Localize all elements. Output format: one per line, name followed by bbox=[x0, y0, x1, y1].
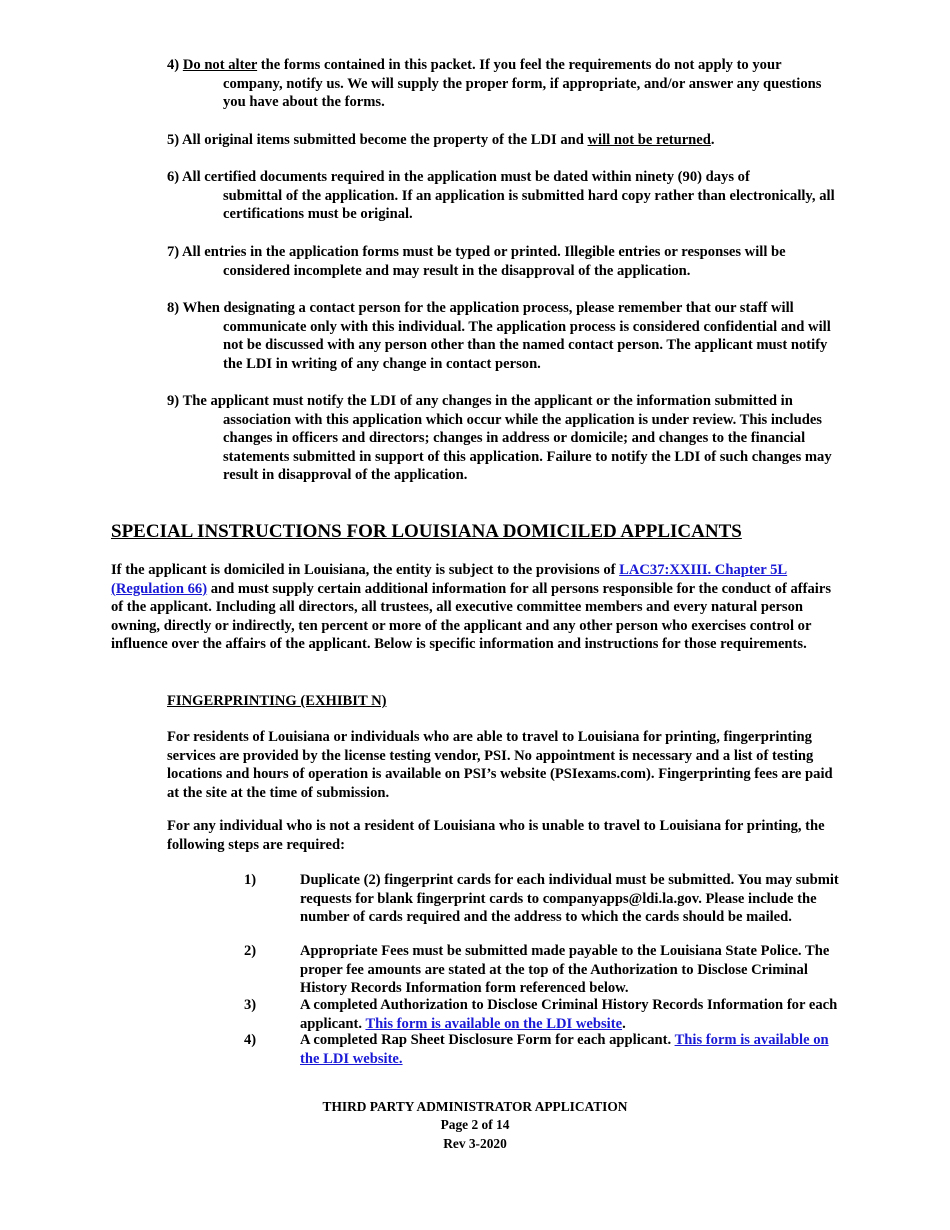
footer-revision: Rev 3-2020 bbox=[443, 1136, 507, 1151]
step-text: Duplicate (2) fingerprint cards for each individual must be submitted. You may submit requests for blank fingerprint cards to companyapps@ldi.la.gov. Please include the number of cards required and the address to which the cards should be mailed. bbox=[300, 872, 839, 926]
item-number: 4) bbox=[167, 57, 180, 73]
instruction-item-5 bbox=[167, 131, 847, 150]
rap-sheet-form-link[interactable]: This form is available on the LDI website. bbox=[300, 1032, 829, 1067]
step-text-wrap bbox=[300, 996, 840, 1033]
step-text: A completed Rap Sheet Disclosure Form for each applicant. bbox=[300, 1032, 675, 1048]
item-continuation: submittal of the application. If an application is submitted hard copy rather than electronically, all certifications must be original. bbox=[223, 187, 835, 223]
footer-title: THIRD PARTY ADMINISTRATOR APPLICATION bbox=[322, 1099, 628, 1114]
item-continuation: considered incomplete and may result in the disapproval of the application. bbox=[223, 262, 691, 279]
instruction-item-9 bbox=[167, 392, 847, 485]
authorization-form-link[interactable]: This form is available on the LDI website bbox=[365, 1015, 623, 1032]
item-text: All original items submitted become the property of the LDI and bbox=[182, 132, 588, 148]
fingerprinting-paragraph-nonresidents: For any individual who is not a resident of Louisiana who is unable to travel to Louisiana for printing, the following steps are required: bbox=[167, 818, 825, 853]
regulation-66-link[interactable]: LAC37:XXIII. Chapter 5L (Regulation 66) bbox=[111, 562, 788, 597]
item-text-end: . bbox=[710, 132, 715, 148]
item-number: 7) bbox=[167, 244, 180, 260]
step-text: A completed Authorization to Disclose Criminal History Records Information for each applicant. bbox=[300, 997, 838, 1032]
instruction-item-8 bbox=[167, 299, 847, 373]
fingerprinting-heading-text: FINGERPRINTING (EXHIBIT N) bbox=[167, 693, 387, 709]
item-number: 5) bbox=[167, 132, 180, 148]
item-number: 8) bbox=[167, 300, 180, 316]
instruction-item-7 bbox=[167, 243, 847, 280]
instruction-item-4 bbox=[167, 56, 847, 112]
instruction-item-6 bbox=[167, 168, 847, 224]
item-text: The applicant must notify the LDI of any changes in the applicant or the information submitted in bbox=[182, 393, 793, 409]
intro-text-continued: and must supply certain additional information for all persons responsible for the conduct of affairs of the applicant. Including all directors, all trustees, all executive committee members and every natural person owning, directly or indirectly, ten percent or more of the applicant and any other person who exercises control or influence over the affairs of the applicant. Below is specific information and instructions for those requirements. bbox=[111, 580, 832, 653]
item-text: the forms contained in this packet. If you feel the requirements do not apply to your bbox=[257, 57, 782, 73]
step-number: 1) bbox=[244, 872, 257, 888]
step-number: 4) bbox=[244, 1032, 257, 1048]
item-underline: Do not alter bbox=[182, 57, 258, 73]
special-instructions-paragraph bbox=[111, 561, 841, 654]
item-continuation: company, notify us. We will supply the proper form, if appropriate, and/or answer any questions you have about the forms. bbox=[223, 75, 822, 111]
step-number: 3) bbox=[244, 997, 257, 1013]
section-heading: SPECIAL INSTRUCTIONS FOR LOUISIANA DOMICILED APPLICANTS bbox=[111, 521, 742, 542]
item-text: All certified documents required in the application must be dated within ninety (90) days of bbox=[182, 169, 750, 185]
item-text: When designating a contact person for the application process, please remember that our staff will bbox=[182, 300, 794, 316]
item-underline: will not be returned bbox=[587, 132, 711, 148]
step-text-wrap bbox=[300, 1031, 840, 1068]
intro-text: If the applicant is domiciled in Louisiana, the entity is subject to the provisions of bbox=[111, 562, 620, 578]
item-number: 6) bbox=[167, 169, 180, 185]
item-number: 9) bbox=[167, 393, 180, 409]
item-continuation: association with this application which occur while the application is under review. This includes changes in officers and directors; changes in address or domicile; and changes to the financial statements submitted in support of this application. Failure to notify the LDI of such changes may result in disapproval of the application. bbox=[223, 411, 832, 484]
fingerprinting-heading bbox=[167, 692, 842, 711]
step-text: Appropriate Fees must be submitted made payable to the Louisiana State Police. The proper fee amounts are stated at the top of the Authorization to Disclose Criminal History Records Information form referenced below. bbox=[300, 943, 830, 997]
fingerprinting-paragraph-residents: For residents of Louisiana or individuals who are able to travel to Louisiana for printing, fingerprinting services are provided by the license testing vendor, PSI. No appointment is necessary and a list of testing locations and hours of operation is available on PSI’s website (PSIexams.com). Fingerprinting fees are paid at the site at the time of submission. bbox=[167, 729, 833, 801]
footer-page-number: Page 2 of 14 bbox=[440, 1117, 510, 1132]
item-continuation: communicate only with this individual. The application process is considered confidential and will not be discussed with any person other than the named contact person. The applicant must notify the LDI in writing of any change in contact person. bbox=[223, 318, 831, 372]
step-text-end: . bbox=[622, 1015, 626, 1032]
step-number: 2) bbox=[244, 943, 257, 959]
item-text: All entries in the application forms must be typed or printed. Illegible entries or responses will be bbox=[182, 244, 786, 260]
